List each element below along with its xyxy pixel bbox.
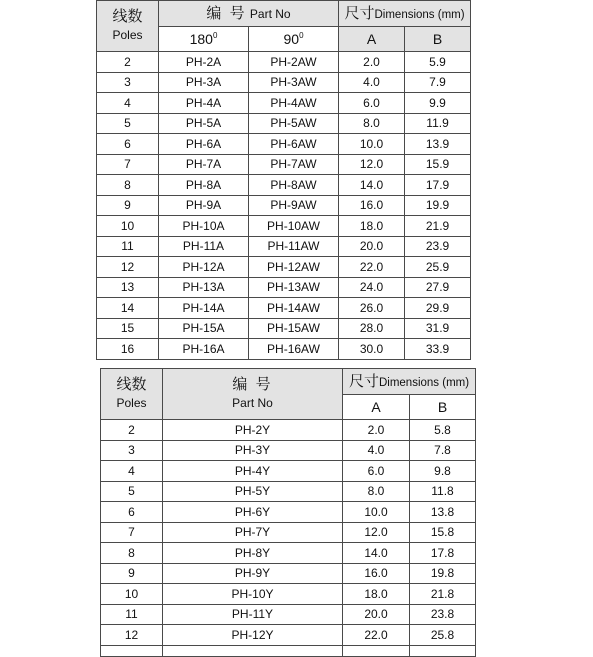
poles-cell: 6 [101,502,163,523]
table1-body [97,52,471,360]
poles-cell: 7 [97,154,159,175]
poles-cell: 9 [97,195,159,216]
dim-a-cell: 20.0 [343,604,410,625]
dim-b-cell: 11.9 [405,113,471,134]
dim-b-cell: 23.8 [410,604,476,625]
part-no-cell: PH-6Y [163,502,343,523]
dim-b-cell: 9.8 [410,461,476,482]
part-no-cell: PH-4Y [163,461,343,482]
part-no-180-cell: PH-8A [159,175,249,196]
part-no-90-cell: PH-2AW [249,52,339,73]
poles-cell: 11 [97,236,159,257]
part-no-180-cell: PH-13A [159,277,249,298]
dimensions-header-cn: 尺寸 [344,4,375,22]
dim-a-cell: 2.0 [339,52,405,73]
part-no-180-cell: PH-16A [159,339,249,360]
table-row [101,543,476,564]
part-no-90-cell: PH-7AW [249,154,339,175]
dim-b-cell: 21.9 [405,216,471,237]
dim-b-label: B [437,399,448,415]
table-row [97,318,471,339]
part-no-cell: PH-12Y [163,625,343,646]
part-no-header-en: Part No [232,396,273,410]
dim-a-cell: 14.0 [339,175,405,196]
dim-a-label: A [371,399,381,415]
dim-b-cell: 29.9 [405,298,471,319]
poles-cell: 10 [101,584,163,605]
dim-b-cell: 13.9 [405,134,471,155]
poles-header-en: Poles [116,396,147,410]
dim-b-cell: 33.9 [405,339,471,360]
dim-a-cell: 20.0 [339,236,405,257]
part-no-header-en: Part No [249,7,291,21]
poles-cell: 2 [101,420,163,441]
table-row [97,257,471,278]
dim-b-cell: 7.9 [405,72,471,93]
dim-b-cell: 5.8 [410,420,476,441]
dim-b-cell: 23.9 [405,236,471,257]
dim-a-cell: 22.0 [339,257,405,278]
part-no-90-cell: PH-12AW [249,257,339,278]
dim-a-label: A [366,31,377,47]
poles-header [97,1,159,52]
dim-b-cell: 25.8 [410,625,476,646]
dim-a-cell: 14.0 [343,543,410,564]
part-no-cell: PH-2Y [163,420,343,441]
table-row [101,522,476,543]
table-row [101,563,476,584]
dim-a-cell: 16.0 [343,563,410,584]
dimensions-header-en: Dimensions (mm) [378,376,470,389]
poles-cell: 15 [97,318,159,339]
dim-b-cell: 15.9 [405,154,471,175]
poles-cell: 13 [97,277,159,298]
part-no-180-cell: PH-14A [159,298,249,319]
dim-b-cell: 31.9 [405,318,471,339]
poles-cell: 8 [97,175,159,196]
table-row [101,502,476,523]
part-no-180-cell: PH-9A [159,195,249,216]
dimensions-header-en: Dimensions (mm) [374,8,465,21]
dim-a-cell: 24.0 [339,277,405,298]
part-no-90-cell: PH-8AW [249,175,339,196]
part-no-90-cell: PH-16AW [249,339,339,360]
part-number-table-y-type [100,368,476,657]
dim-b-cell: 13.8 [410,502,476,523]
part-no-180-cell: PH-12A [159,257,249,278]
table-row [97,134,471,155]
part-no-90-cell: PH-4AW [249,93,339,114]
table-row [101,481,476,502]
part-no-90-cell: PH-14AW [249,298,339,319]
poles-header [101,369,163,420]
dim-b-cell: 27.9 [405,277,471,298]
empty-cell [410,645,476,656]
poles-header-cn: 线数 [116,376,147,393]
dim-b-cell: 19.8 [410,563,476,584]
dimensions-header-cn: 尺寸 [348,372,379,390]
dim-a-cell: 28.0 [339,318,405,339]
table-row [101,461,476,482]
part-no-180-cell: PH-2A [159,52,249,73]
dim-a-cell: 8.0 [343,481,410,502]
dim-b-header [405,27,471,52]
part-no-180-cell: PH-4A [159,93,249,114]
poles-cell: 8 [101,543,163,564]
part-no-header [159,1,339,27]
part-no-180-cell: PH-15A [159,318,249,339]
part-no-180-cell: PH-7A [159,154,249,175]
poles-cell: 12 [97,257,159,278]
part-no-180-cell: PH-11A [159,236,249,257]
table-row [97,236,471,257]
part-no-cell: PH-8Y [163,543,343,564]
dim-b-cell: 21.8 [410,584,476,605]
table-row [97,154,471,175]
part-number-table-straight-and-angled [96,0,471,360]
dim-b-cell: 25.9 [405,257,471,278]
part-no-180-cell: PH-5A [159,113,249,134]
empty-cell [343,645,410,656]
dim-a-cell: 4.0 [343,440,410,461]
table-row [101,440,476,461]
poles-cell: 4 [101,461,163,482]
part-no-cell: PH-9Y [163,563,343,584]
poles-cell: 16 [97,339,159,360]
part-no-cell: PH-5Y [163,481,343,502]
degree-mark: 0 [212,31,218,40]
dim-a-cell: 8.0 [339,113,405,134]
dim-b-cell: 7.8 [410,440,476,461]
part-no-180-cell: PH-6A [159,134,249,155]
dim-a-header [343,395,410,420]
table-row [101,420,476,441]
poles-cell: 14 [97,298,159,319]
part-no-90-cell: PH-6AW [249,134,339,155]
dim-a-cell: 30.0 [339,339,405,360]
part-no-cell: PH-10Y [163,584,343,605]
table-row [101,625,476,646]
poles-cell: 5 [101,481,163,502]
dim-a-cell: 6.0 [339,93,405,114]
poles-cell: 10 [97,216,159,237]
angle-180-value: 180 [189,31,213,47]
poles-cell: 3 [97,72,159,93]
dimensions-header [343,369,476,395]
dim-b-header [410,395,476,420]
part-no-cell: PH-7Y [163,522,343,543]
part-no-90-cell: PH-9AW [249,195,339,216]
dim-b-cell: 17.9 [405,175,471,196]
part-no-90-cell: PH-3AW [249,72,339,93]
part-no-header-cn: 编 号 [206,5,247,22]
dim-b-cell: 5.9 [405,52,471,73]
poles-cell: 4 [97,93,159,114]
dim-a-cell: 16.0 [339,195,405,216]
dim-a-cell: 10.0 [339,134,405,155]
dim-a-cell: 6.0 [343,461,410,482]
empty-cell [163,645,343,656]
poles-cell: 6 [97,134,159,155]
table-row [97,298,471,319]
part-no-180-cell: PH-10A [159,216,249,237]
part-no-header-cn: 编 号 [232,376,273,393]
dim-a-header [339,27,405,52]
poles-cell: 3 [101,440,163,461]
table2-body [101,420,476,657]
part-no-90-cell: PH-5AW [249,113,339,134]
part-no-90-cell: PH-15AW [249,318,339,339]
part-no-90-cell: PH-10AW [249,216,339,237]
poles-cell: 5 [97,113,159,134]
dim-a-cell: 2.0 [343,420,410,441]
poles-header-cn: 线数 [112,8,143,25]
dim-a-cell: 18.0 [339,216,405,237]
poles-cell: 12 [101,625,163,646]
dimensions-header [339,1,471,27]
dim-b-label: B [432,31,443,47]
poles-cell: 2 [97,52,159,73]
angle-90-header [249,27,339,52]
dim-b-cell: 9.9 [405,93,471,114]
part-no-90-cell: PH-13AW [249,277,339,298]
part-no-cell: PH-3Y [163,440,343,461]
dim-a-cell: 22.0 [343,625,410,646]
dim-b-cell: 17.8 [410,543,476,564]
table-row [97,113,471,134]
poles-cell: 7 [101,522,163,543]
table-row-cut-off [101,645,476,656]
table-row [97,339,471,360]
table-row [97,216,471,237]
part-no-cell: PH-11Y [163,604,343,625]
table-row [101,584,476,605]
table-row [97,93,471,114]
table-row [97,72,471,93]
dim-a-cell: 26.0 [339,298,405,319]
poles-cell: 11 [101,604,163,625]
angle-90-value: 90 [283,31,300,47]
dim-a-cell: 10.0 [343,502,410,523]
dim-a-cell: 4.0 [339,72,405,93]
degree-mark: 0 [299,31,304,40]
empty-cell [101,645,163,656]
table-row [97,195,471,216]
dim-b-cell: 11.8 [410,481,476,502]
part-no-180-cell: PH-3A [159,72,249,93]
table-row [97,52,471,73]
table-row [97,175,471,196]
dim-b-cell: 15.8 [410,522,476,543]
part-no-90-cell: PH-11AW [249,236,339,257]
poles-cell: 9 [101,563,163,584]
part-no-header [163,369,343,420]
table-row [101,604,476,625]
table-row [97,277,471,298]
dim-a-cell: 12.0 [339,154,405,175]
dim-b-cell: 19.9 [405,195,471,216]
angle-180-header [159,27,249,52]
dim-a-cell: 12.0 [343,522,410,543]
dim-a-cell: 18.0 [343,584,410,605]
poles-header-en: Poles [112,28,143,42]
